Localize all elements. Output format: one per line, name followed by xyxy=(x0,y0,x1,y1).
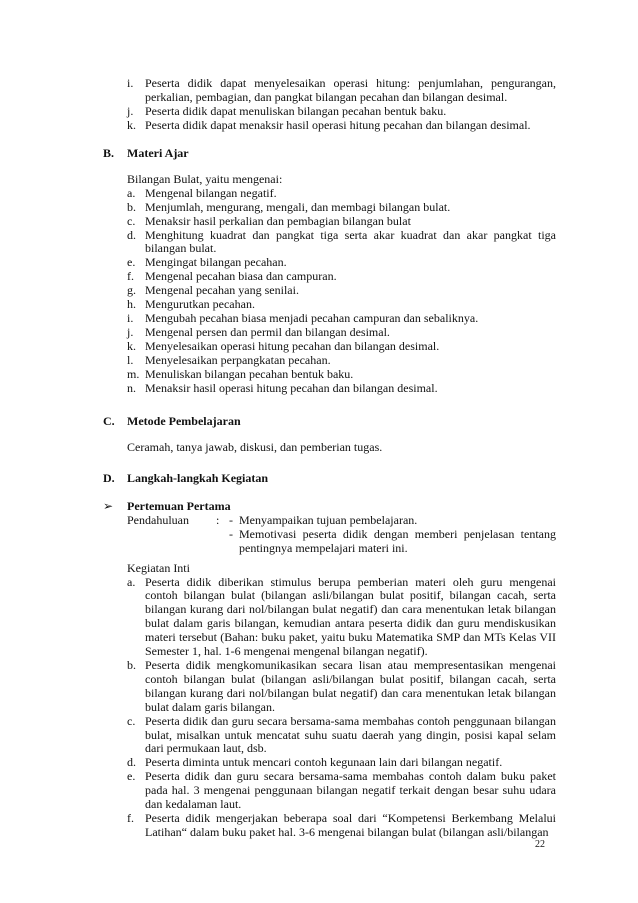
list-item: - Menyampaikan tujuan pembelajaran. xyxy=(229,512,418,527)
list-item: j. Mengenal persen dan permil dan bilangan desimal. xyxy=(127,324,390,339)
objective-list xyxy=(103,77,556,133)
meeting-heading: ➢ Pertemuan Pertama xyxy=(103,499,231,513)
pendahuluan-row: Pendahuluan : xyxy=(127,512,220,527)
list-item: f. Peserta didik mengerjakan beberapa soal dari “Kompetensi Berkembang Melalui Latihan“ dalam buku paket hal. 3-6 mengenai bilangan bulat (bilangan asli/bilangan xyxy=(127,810,556,839)
list-item: j. Peserta didik dapat menuliskan bilangan pecahan bentuk baku. xyxy=(127,103,447,118)
list-item: - Memotivasi peserta didik dengan memberi penjelasan tentang pentingnya mempelajari materi ini. xyxy=(229,526,556,555)
section-materi-ajar xyxy=(103,147,556,395)
section-metode xyxy=(103,415,556,455)
pendahuluan-list xyxy=(103,514,556,556)
list-item: c. Menaksir hasil perkalian dan pembagian bilangan bulat xyxy=(127,213,411,228)
list-item: l. Menyelesaikan perpangkatan pecahan. xyxy=(127,352,331,367)
list-item: m. Menuliskan bilangan pecahan bentuk baku. xyxy=(127,366,354,381)
list-item: d. Peserta diminta untuk mencari contoh kegunaan lain dari bilangan negatif. xyxy=(127,755,503,770)
list-item: k. Peserta didik dapat menaksir hasil operasi hitung pecahan dan bilangan desimal. xyxy=(127,117,531,132)
list-item: h. Mengurutkan pecahan. xyxy=(127,297,255,312)
meeting-block xyxy=(103,500,556,840)
list-item: e. Peserta didik dan guru secara bersama-sama membahas contoh dalam buku paket pada hal. 3 mengenai penggunaan bilangan negatif terkait dengan besar suhu udara dan kedalaman laut. xyxy=(127,769,556,812)
list-item: a. Peserta didik diberikan stimulus berupa pemberian materi oleh guru mengenai contoh bilangan bulat (bilangan asli/bilangan bulat positif, bilangan cacah, serta bilangan kurang dari nol/bilangan bulat negatif) dan cara menentukan letak bilangan bulat dalam garis bilangan, kemudian antara peserta didik dan guru mendiskusikan materi tersebut (Bahan: buku paket, yaitu buku Matematika SMP dan MTs Kelas VII Semester 1, hal. 1-6 mengenai mengenal bilangan negatif). xyxy=(127,574,556,659)
list-item: k. Menyelesaikan operasi hitung pecahan dan bilangan desimal. xyxy=(127,338,440,353)
section-langkah xyxy=(103,472,556,486)
kegiatan-inti-list xyxy=(103,576,556,840)
section-heading: C. Metode Pembelajaran xyxy=(103,414,241,428)
section-heading: B. Materi Ajar xyxy=(103,146,189,160)
list-item: e. Mengingat bilangan pecahan. xyxy=(127,255,287,270)
list-item: n. Menaksir hasil operasi hitung pecahan dan bilangan desimal. xyxy=(127,380,438,395)
kegiatan-inti-label: Kegiatan Inti xyxy=(127,560,190,575)
list-item: d. Menghitung kuadrat dan pangkat tiga serta akar kuadrat dan akar pangkat tiga bilangan bulat. xyxy=(127,227,556,256)
list-item: a. Mengenal bilangan negatif. xyxy=(127,185,277,200)
metode-text: Ceramah, tanya jawab, diskusi, dan pemberian tugas. xyxy=(127,439,383,454)
section-heading: D. Langkah-langkah Kegiatan xyxy=(103,471,269,485)
list-item: c. Peserta didik dan guru secara bersama-sama membahas contoh penggunaan bilangan bulat, misalkan untuk mencatat suhu suatu daerah yang dingin, posisi kapal selam dari permukaan laut, dsb. xyxy=(127,713,556,756)
materi-intro: Bilangan Bulat, yaitu mengenai: xyxy=(127,171,283,186)
list-item: i. Mengubah pecahan biasa menjadi pecahan campuran dan sebaliknya. xyxy=(127,310,479,325)
list-item: b. Peserta didik mengkomunikasikan secara lisan atau mempresentasikan mengenai contoh bilangan bulat (bilangan asli/bilangan bulat positif, bilangan cacah, serta bilangan kurang dari nol/bilangan bulat negatif) dan cara menentukan letak bilangan bulat dalam garis bilangan. xyxy=(127,657,556,714)
list-item: g. Mengenal pecahan yang senilai. xyxy=(127,283,299,298)
list-item: i. Peserta didik dapat menyelesaikan operasi hitung: penjumlahan, pengurangan, perkalian, pembagian, dan pangkat bilangan pecahan dan bilangan desimal. xyxy=(127,76,556,104)
arrow-bullet-icon: ➢ xyxy=(103,499,114,513)
list-item: b. Menjumlah, mengurang, mengali, dan membagi bilangan bulat. xyxy=(127,199,451,214)
materi-list xyxy=(103,187,556,396)
page-number: 22 xyxy=(535,839,545,850)
list-item: f. Mengenal pecahan biasa dan campuran. xyxy=(127,269,337,284)
